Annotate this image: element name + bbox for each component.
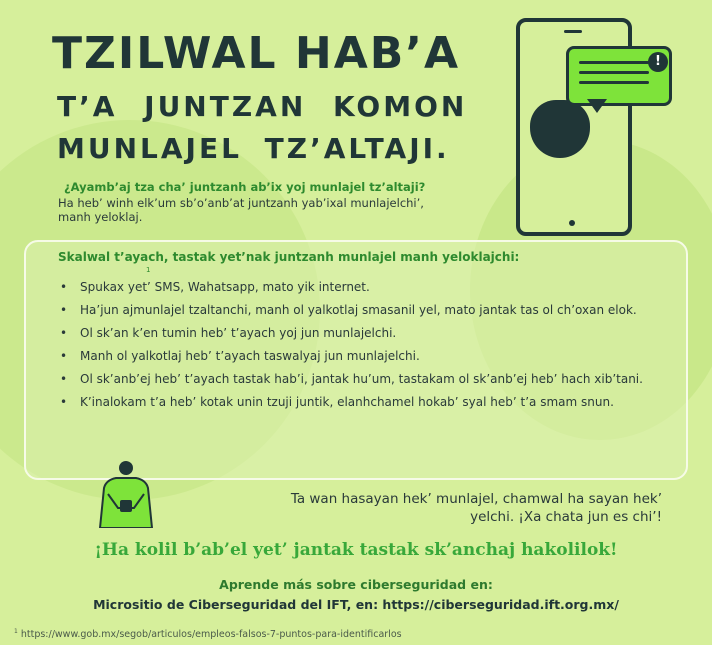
warning-list [58,280,658,418]
panel-title: Skalwal t’ayach, tastak yet’nak juntzanh munlajel manh yeloklajchi: [58,250,520,264]
list-item: • Ol sk’anb’ej heb’ t’ayach tastak hab’i, jantak hu’um, tastakam ol sk’anb’ej heb’ hach xib’tani. [58,372,658,387]
source-link[interactable]: https://www.gob.mx/segob/articulos/empleos-falsos-7-puntos-para-identificarlos [20,629,402,641]
list-item: • Ha’jun ajmunlajel tzaltanchi, manh ol yalkotlaj smasanil yel, mato jantak tas ol ch’oxan elok. [58,303,658,318]
slogan: ¡Ha kolil b’ab’el yet’ jantak tastak sk’anchaj hakolilok! [94,540,618,560]
phone-speaker [564,30,582,33]
list-item: • Spukax yet’ SMS, Wahatsapp, mato yik internet. [58,280,658,295]
advice-text: Ta wan hasayan hek’ munlajel, chamwal ha sayan hek’ yelchi. ¡Xa chata jun es chi’! [290,491,662,525]
bubble-line [579,61,649,64]
intro-answer: Ha heb’ winh elk’um sb’o’anb’at juntzanh yab’ixal munlajelchi’, manh yeloklaj. [58,196,424,224]
subheadline: T’A JUNTZAN KOMON [57,90,468,123]
list-item: • Ol sk’an k’en tumin heb’ t’ayach yoj jun munlajelchi. [58,326,658,341]
person-phone-icon [86,458,166,528]
phone-home-button [569,220,575,226]
intro-question: ¿Ayamb’aj tza cha’ juntzanh ab’ix yoj munlajel tz’altaji? [64,180,426,194]
footnote-mark: 1 [146,266,151,274]
headline: TZILWAL HAB’A [52,28,461,79]
microsite-link[interactable]: Micrositio de Ciberseguridad del IFT, en: https://ciberseguridad.ift.org.mx/ [93,597,619,612]
list-item: • Manh ol yalkotlaj heb’ t’ayach taswalyaj jun munlajelchi. [58,349,658,364]
exclamation-icon: ! [648,52,668,72]
hand-sleeve-icon [530,100,590,158]
subheadline: MUNLAJEL TZ’ALTAJI. [57,132,450,165]
bubble-line [579,71,649,74]
learn-more-text: Aprende más sobre ciberseguridad en: [219,577,493,592]
bubble-tail [587,99,607,113]
bubble-line [579,81,649,84]
source-mark: 1 [14,628,18,635]
list-item: • K’inalokam t’a heb’ kotak unin tzuji juntik, elanhchamel hokab’ syal heb’ t’a smam snun. [58,395,658,410]
source-note [14,628,402,640]
